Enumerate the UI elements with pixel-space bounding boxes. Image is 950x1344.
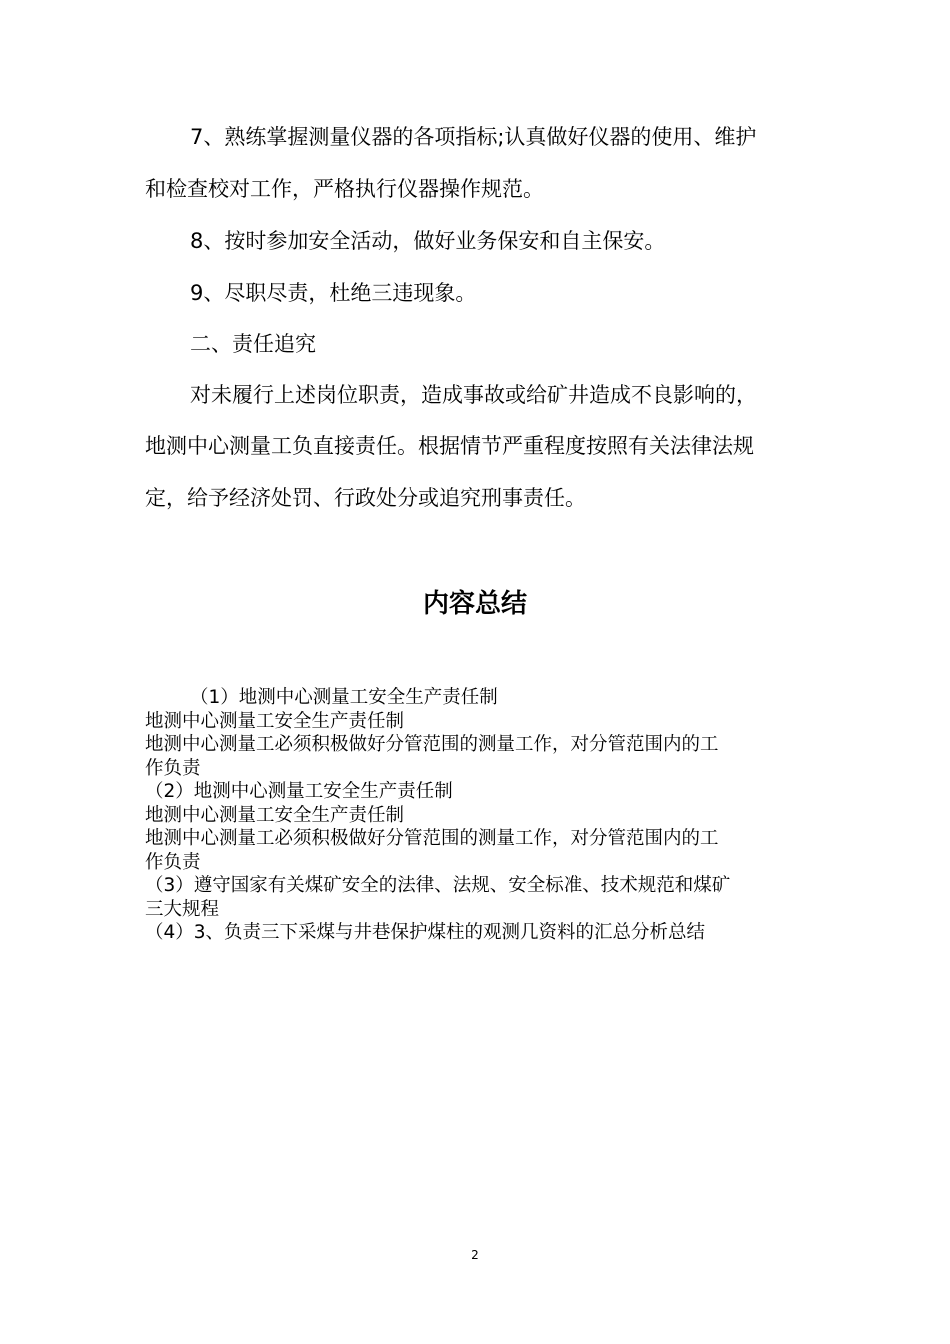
section-heading-responsibility: 二、责任追究: [190, 332, 316, 356]
summary-line: 地测中心测量工安全生产责任制: [145, 804, 405, 826]
paragraph-responsibility-line-1: 对未履行上述岗位职责，造成事故或给矿井造成不良影响的，: [190, 383, 757, 407]
summary-line: 作负责: [145, 851, 201, 873]
summary-line: 地测中心测量工必须积极做好分管范围的测量工作，对分管范围内的工: [145, 828, 719, 849]
summary-line: （4）3、负责三下采煤与井巷保护煤柱的观测几资料的汇总分析总结: [145, 922, 706, 943]
summary-line: 地测中心测量工必须积极做好分管范围的测量工作，对分管范围内的工: [145, 734, 719, 755]
paragraph-item-7-line-2: 和检查校对工作，严格执行仪器操作规范。: [145, 177, 544, 201]
summary-line: 作负责: [145, 757, 201, 779]
paragraph-item-9: 9、尽职尽责，杜绝三违现象。: [190, 281, 477, 305]
summary-line: 三大规程: [145, 898, 220, 920]
paragraph-item-7-line-1: 7、熟练掌握测量仪器的各项指标;认真做好仪器的使用、维护: [190, 125, 757, 149]
paragraph-responsibility-line-3: 定，给予经济处罚、行政处分或追究刑事责任。: [145, 486, 586, 510]
paragraph-item-8: 8、按时参加安全活动，做好业务保安和自主保安。: [190, 229, 666, 253]
summary-line: （3）遵守国家有关煤矿安全的法律、法规、安全标准、技术规范和煤矿: [145, 875, 731, 896]
summary-line: 地测中心测量工安全生产责任制: [145, 710, 405, 732]
summary-line: （1）地测中心测量工安全生产责任制: [190, 687, 498, 708]
summary-title: 内容总结: [422, 589, 527, 619]
summary-block: [145, 686, 805, 945]
paragraph-responsibility-line-2: 地测中心测量工负直接责任。根据情节严重程度按照有关法律法规: [145, 434, 754, 458]
page-number: 2: [471, 1248, 479, 1262]
summary-line: （2）地测中心测量工安全生产责任制: [145, 781, 453, 802]
